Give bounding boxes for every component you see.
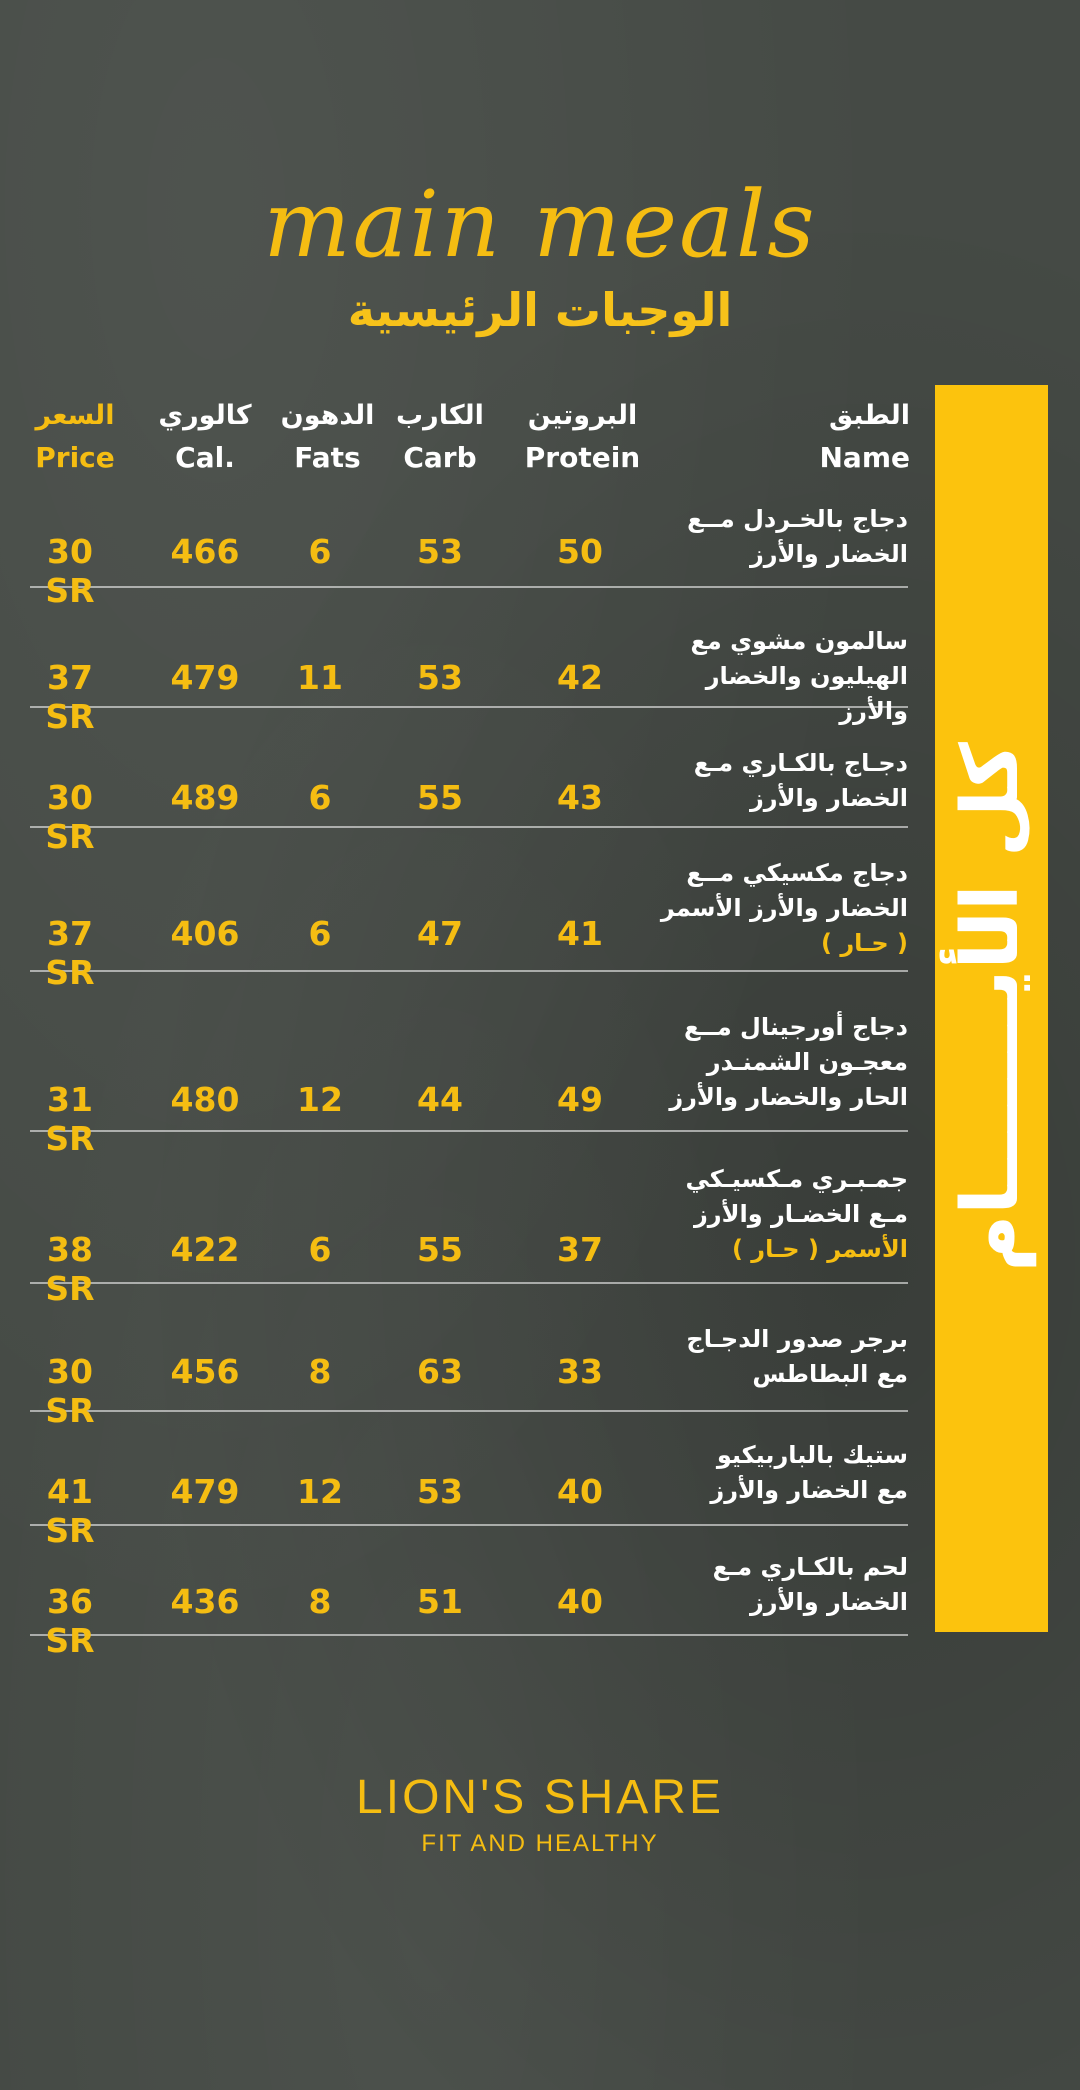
meal-price: 31 SR bbox=[45, 1080, 95, 1158]
meal-fats: 8 bbox=[308, 1352, 332, 1391]
header-name bbox=[660, 395, 910, 479]
meal-row bbox=[30, 1550, 908, 1660]
meal-carb: 47 bbox=[417, 914, 463, 953]
meal-fats: 6 bbox=[308, 778, 332, 817]
meal-name bbox=[658, 1010, 908, 1115]
meal-name-line: الحار والخضار والأرز bbox=[669, 1083, 908, 1111]
meal-name-line: مع البطاطس bbox=[752, 1360, 908, 1388]
meal-price: 30 SR bbox=[45, 778, 95, 856]
meal-carb: 53 bbox=[417, 1472, 463, 1511]
meal-carb: 63 bbox=[417, 1352, 463, 1391]
meal-price: 38 SR bbox=[45, 1230, 95, 1308]
meal-protein: 37 bbox=[557, 1230, 603, 1269]
meal-price: 37 SR bbox=[45, 658, 95, 736]
meal-carb: 55 bbox=[417, 1230, 463, 1269]
meal-fats: 8 bbox=[308, 1582, 332, 1621]
header-carb-en: Carb bbox=[403, 441, 477, 474]
meal-name-line: دجاج بالخـردل مــع bbox=[687, 505, 908, 533]
meal-calories: 456 bbox=[170, 1352, 240, 1391]
meal-protein: 41 bbox=[557, 914, 603, 953]
meal-name-line: برجر صدور الدجـاج bbox=[686, 1325, 908, 1353]
header-fats-ar: الدهون bbox=[280, 400, 375, 431]
meal-row bbox=[30, 852, 908, 992]
everyday-banner-text: كل الأيـــــــام bbox=[946, 742, 1036, 1272]
meal-row bbox=[30, 1160, 908, 1308]
meal-calories: 466 bbox=[170, 532, 240, 571]
meal-name bbox=[658, 856, 908, 961]
meal-carb: 53 bbox=[417, 532, 463, 571]
meal-protein: 43 bbox=[557, 778, 603, 817]
page-title: main meals bbox=[263, 171, 817, 278]
meal-calories: 406 bbox=[170, 914, 240, 953]
meal-protein: 40 bbox=[557, 1472, 603, 1511]
header-carb-ar: الكارب bbox=[396, 400, 484, 431]
meal-name-line: جمـبـري مـكسيـكي bbox=[685, 1165, 908, 1193]
meal-row bbox=[30, 732, 908, 856]
meal-fats: 11 bbox=[297, 658, 343, 697]
meal-name-line: معجـون الشمنـدر bbox=[706, 1048, 908, 1076]
header-name-en: Name bbox=[819, 441, 910, 474]
meal-price: 36 SR bbox=[45, 1582, 95, 1660]
header-protein-en: Protein bbox=[524, 441, 641, 474]
meal-name-line: مـع الخضـار والأرز bbox=[693, 1200, 908, 1228]
meal-name-line: لحم بالكـاري مـع bbox=[712, 1553, 908, 1581]
header-fats bbox=[270, 395, 385, 479]
meal-name-line: الخضار والأرز bbox=[749, 784, 908, 812]
header-calories-en: Cal. bbox=[175, 441, 235, 474]
brand-logo: LION'S SHARE bbox=[356, 1771, 724, 1824]
header-price-ar: السعر bbox=[35, 400, 115, 431]
meal-name-line: الهيليون والخضار والأرز bbox=[705, 662, 908, 725]
meal-name bbox=[658, 502, 908, 572]
meal-protein: 42 bbox=[557, 658, 603, 697]
meal-name-line: الخضار والأرز الأسمر bbox=[660, 894, 908, 922]
meal-name-line: دجاج أورجينال مــع bbox=[684, 1013, 908, 1041]
meal-calories: 489 bbox=[170, 778, 240, 817]
meal-name bbox=[658, 1322, 908, 1392]
brand-tagline: FIT AND HEALTHY bbox=[421, 1830, 659, 1857]
header-price-en: Price bbox=[35, 441, 115, 474]
meal-fats: 6 bbox=[308, 1230, 332, 1269]
spicy-tag: ( حـار ) bbox=[821, 929, 908, 957]
meal-carb: 55 bbox=[417, 778, 463, 817]
meal-name-line bbox=[658, 1232, 908, 1267]
meal-row bbox=[30, 1318, 908, 1430]
header-carb bbox=[390, 395, 490, 479]
meal-name-line: ستيك بالباربيكيو bbox=[716, 1441, 908, 1469]
meal-calories: 422 bbox=[170, 1230, 240, 1269]
meal-carb: 51 bbox=[417, 1582, 463, 1621]
meal-row bbox=[30, 492, 908, 610]
header-protein bbox=[520, 395, 645, 479]
meal-name-line: دجـاج بالكـاري مـع bbox=[693, 749, 908, 777]
meal-name bbox=[658, 1550, 908, 1620]
meal-fats: 6 bbox=[308, 532, 332, 571]
meal-carb: 53 bbox=[417, 658, 463, 697]
meal-row bbox=[30, 1436, 908, 1550]
meal-calories: 479 bbox=[170, 1472, 240, 1511]
header-calories bbox=[150, 395, 260, 479]
meal-name-line: سالمون مشوي مع bbox=[690, 627, 908, 655]
header-name-ar: الطبق bbox=[828, 400, 910, 431]
meal-calories: 480 bbox=[170, 1080, 240, 1119]
meal-name-line: الخضار والأرز bbox=[749, 540, 908, 568]
meal-protein: 40 bbox=[557, 1582, 603, 1621]
meal-name bbox=[658, 1438, 908, 1508]
header-price bbox=[20, 395, 130, 479]
meal-fats: 6 bbox=[308, 914, 332, 953]
meal-name bbox=[658, 1162, 908, 1267]
page-subtitle-arabic: الوجبات الرئيسية bbox=[347, 283, 733, 337]
meal-name-line: الخضار والأرز bbox=[749, 1588, 908, 1616]
spicy-tag: الأسمر ( حـار ) bbox=[731, 1235, 908, 1263]
header-calories-ar: كالوري bbox=[158, 400, 252, 431]
meal-carb: 44 bbox=[417, 1080, 463, 1119]
everyday-banner bbox=[935, 385, 1048, 1632]
meal-fats: 12 bbox=[297, 1472, 343, 1511]
meal-protein: 49 bbox=[557, 1080, 603, 1119]
meal-name bbox=[658, 746, 908, 816]
meal-row bbox=[30, 610, 908, 736]
meal-name bbox=[658, 624, 908, 729]
meal-row bbox=[30, 1010, 908, 1158]
meal-price: 30 SR bbox=[45, 1352, 95, 1430]
header-fats-en: Fats bbox=[294, 441, 361, 474]
meal-protein: 33 bbox=[557, 1352, 603, 1391]
meal-protein: 50 bbox=[557, 532, 603, 571]
meal-price: 37 SR bbox=[45, 914, 95, 992]
meal-name-line: مع الخضار والأرز bbox=[710, 1476, 908, 1504]
meal-price: 30 SR bbox=[45, 532, 95, 610]
meal-name-line: دجاج مكسيكي مــع bbox=[686, 859, 908, 887]
header-protein-ar: البروتين bbox=[527, 400, 638, 431]
meal-calories: 479 bbox=[170, 658, 240, 697]
meal-price: 41 SR bbox=[45, 1472, 95, 1550]
meal-calories: 436 bbox=[170, 1582, 240, 1621]
meal-fats: 12 bbox=[297, 1080, 343, 1119]
